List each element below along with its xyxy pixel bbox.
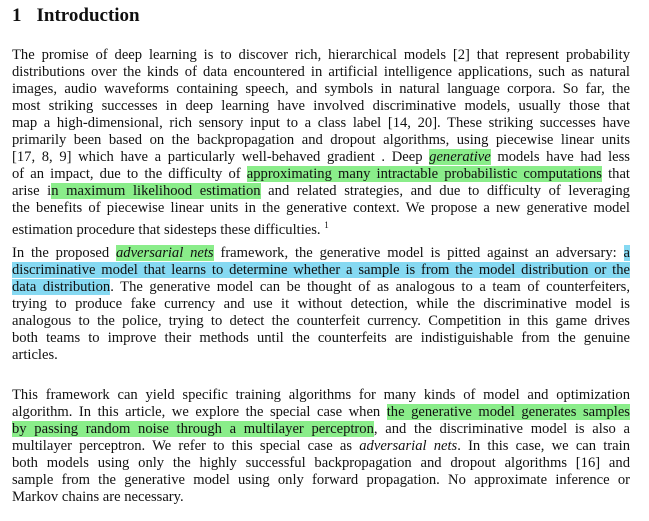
text-line [12,279,630,296]
text-line [12,438,630,455]
text-line: trying to produce fake currency and use it without detection, while the discriminative model is [12,296,630,312]
footnote-marker[interactable]: 1 [324,220,329,230]
text-run: multilayer perceptron. We refer to this special case as [12,438,360,454]
emphasis-adversarial-nets: adversarial nets [359,438,458,454]
text-line: articles. [12,347,58,363]
text-line: analogous to the police, trying to detect the counterfeit currency. Competition in this game drives [12,313,630,329]
text-run: , and the discriminative model is also a [373,421,630,437]
highlight-maximum-likelihood: n maximum likelihood estimation [51,183,261,199]
text-line: images, audio waveforms containing speech, and symbols in natural language corpora. So far, the [12,81,630,97]
text-line [12,404,630,421]
text-line: Markov chains are necessary. [12,489,184,505]
highlight-generator-description: the generative model generates samples [386,404,630,420]
text-line: both teams to improve their methods until the counterfeits are indistiguishable from the genuine [12,330,630,346]
text-run: In the proposed [12,245,116,261]
text-line [12,262,630,279]
text-run: of an impact, due to the difficulty of [12,166,247,182]
text-run: algorithm. In this article, we explore the special case when [12,404,387,420]
text-line: both models using only the highly successful backpropagation and dropout algorithms [16] and [12,455,630,471]
text-line: the benefits of piecewise linear units in the generative context. We propose a new generative model [12,200,630,216]
text-run: estimation procedure that sidesteps these difficulties. [12,222,321,238]
text-run: [17, 8, 9] which have a particularly well-behaved gradient . Deep [12,149,430,165]
text-run: . The generative model can be thought of as analogous to a team of counterfeiters, [110,279,630,295]
text-run: . In this case, we can train [457,438,630,454]
text-line: This framework can yield specific training algorithms for many kinds of model and optimization [12,387,630,403]
text-line [12,245,630,262]
highlight-approximating: approximating many intractable probabilistic computations [246,166,602,182]
text-run: framework, the generative model is pitted against an adversary: [213,245,624,261]
text-line: primarily been based on the backpropagation and dropout algorithms, using piecewise linear units [12,132,630,148]
text-line: map a high-dimensional, rich sensory input to a class label [14, 20]. These striking successes have [12,115,630,131]
highlight-adversarial-nets: adversarial nets [115,245,214,261]
text-line [12,217,630,238]
text-line [12,421,630,438]
text-line: sample from the generative model using only forward propagation. No approximate inference or [12,472,630,488]
highlight-generator-description: by passing random noise through a multilayer perceptron [12,421,374,437]
section-title: Introduction [36,5,140,26]
text-run: that [601,166,630,182]
highlight-generative: generative [429,149,491,165]
text-line: most striking successes in deep learning have involved discriminative models, usually those that [12,98,630,114]
section-heading [12,4,140,28]
highlight-discriminative-def: data distribution [12,279,111,295]
highlight-discriminative-def: a [623,245,631,261]
text-line [12,149,630,166]
text-line [12,183,630,200]
text-line: distributions over the kinds of data encountered in artificial intelligence applications, such as natural [12,64,630,80]
text-line: The promise of deep learning is to discover rich, hierarchical models [2] that represent probability [12,47,630,63]
text-run: and related strategies, and due to difficulty of leveraging [260,183,630,199]
section-number: 1 [12,5,22,26]
highlight-discriminative-def: discriminative model that learns to determine whether a sample is from the model distribution or the [12,262,630,278]
text-run: arise i [12,183,52,199]
text-line [12,166,630,183]
text-run: models have had less [490,149,630,165]
